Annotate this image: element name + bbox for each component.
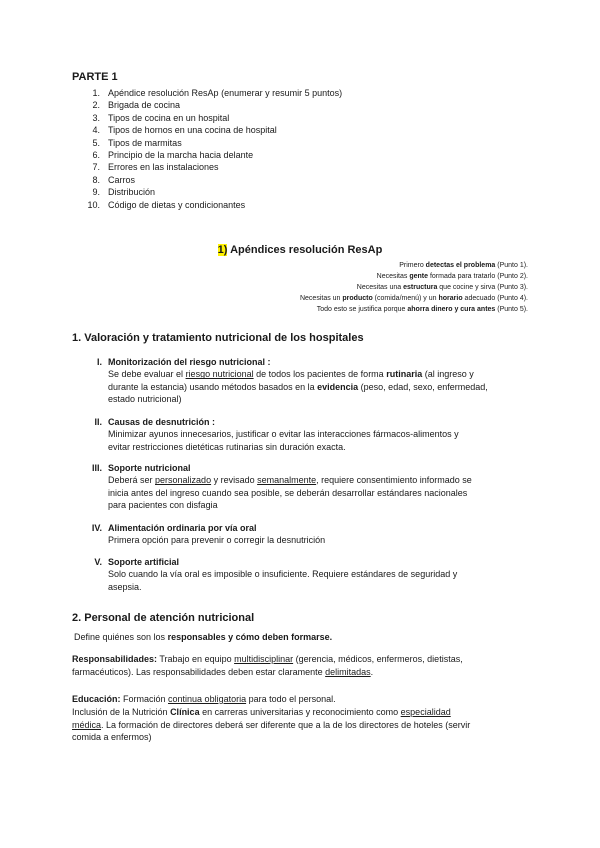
responsibilities-paragraph: Responsabilidades: Trabajo en equipo multidisciplinar (gerencia, médicos, enfermeros, dietistas, farmacéuticos). Las responsabilidades deben estar claramente delimitadas. bbox=[72, 654, 463, 677]
roman-item-1: I. Monitorización del riesgo nutricional : Se debe evaluar el riesgo nutricional de todos los pacientes de forma rutinaria (al ingreso y durante la estancia) usando métodos basados en la evidencia (peso, edad, sexo, enfermedad, estado nutricional) bbox=[96, 357, 488, 405]
table-of-contents bbox=[72, 87, 342, 211]
toc-item: 4. Tipos de hornos en una cocina de hospital bbox=[92, 125, 277, 136]
roman-item-4: IV. Alimentación ordinaria por vía oral Primera opción para prevenir o corregir la desnutrición bbox=[91, 523, 326, 546]
toc-item: 5. Tipos de marmitas bbox=[92, 137, 182, 148]
roman-item-5: V. Soporte artificial Solo cuando la vía oral es imposible o insuficiente. Requiere estándares de seguridad y asepsia. bbox=[94, 557, 458, 592]
summary-line: Todo esto se justifica porque ahorra dinero y cura antes (Punto 5). bbox=[316, 306, 528, 313]
section-title: 1) Apéndices resolución ResAp bbox=[217, 244, 383, 256]
summary-list bbox=[300, 260, 528, 315]
summary-line: Necesitas un producto (comida/menú) y un horario adecuado (Punto 4). bbox=[299, 295, 528, 302]
toc-item: 1. Apéndice resolución ResAp (enumerar y resumir 5 puntos) bbox=[92, 88, 343, 98]
part-title: PARTE 1 bbox=[72, 71, 118, 83]
education-paragraph: Educación: Formación continua obligatoria para todo el personal. Inclusión de la Nutrición Clínica en carreras universitarias y reconocimiento como especialidad médica. La formación de directores deberá ser diferente que a la de los directores de hoteles (servir comida a enfermos) bbox=[72, 694, 471, 743]
heading-personal: 2. Personal de atención nutricional bbox=[72, 612, 255, 624]
toc-item: 9. Distribución bbox=[92, 187, 156, 198]
toc-item: 2. Brigada de cocina bbox=[92, 100, 181, 111]
roman-item-2: II. Causas de desnutrición : Minimizar ayunos innecesarios, justificar o evitar las interacciones fármacos-alimentos y evitar restricciones dietéticas rutinarias sin duración exacta. bbox=[94, 417, 459, 452]
heading-valoracion: 1. Valoración y tratamiento nutricional de los hospitales bbox=[72, 332, 364, 344]
toc-item: 8. Carros bbox=[92, 174, 136, 185]
toc-item: 7. Errores en las instalaciones bbox=[92, 162, 219, 173]
section-number-highlight: 1) bbox=[217, 244, 228, 256]
summary-line: Necesitas gente formada para tratarlo (Punto 2). bbox=[376, 273, 528, 280]
toc-item: 6. Principio de la marcha hacia delante bbox=[92, 149, 254, 160]
summary-line: Primero detectas el problema (Punto 1). bbox=[399, 262, 528, 269]
toc-item: 10. Código de dietas y condicionantes bbox=[87, 199, 246, 210]
toc-item: 3. Tipos de cocina en un hospital bbox=[92, 112, 230, 123]
define-paragraph: Define quiénes son los responsables y cómo deben formarse. bbox=[74, 632, 333, 642]
roman-item-3: III. Soporte nutricional Deberá ser personalizado y revisado semanalmente, requiere consentimiento informado se inicia antes del ingreso cuando sea posible, se deberán desarrollar estándares nacionales para pacientes con disfagia bbox=[91, 463, 472, 511]
summary-line: Necesitas una estructura que cocine y sirva (Punto 3). bbox=[356, 284, 528, 291]
